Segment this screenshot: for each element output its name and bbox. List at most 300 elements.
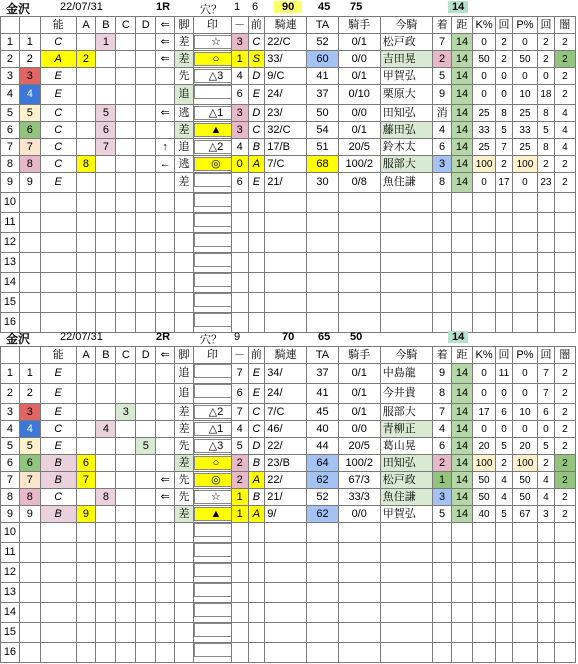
prediction-mark[interactable]: ○ (194, 52, 231, 66)
column-header: K% (473, 17, 496, 34)
dash-value: 7 (231, 364, 248, 384)
prediction-mark[interactable] (194, 293, 231, 307)
empty-cell (338, 293, 380, 313)
finish-position: 6 (433, 139, 452, 156)
prediction-mark[interactable]: △2 (194, 405, 231, 419)
col-b (96, 173, 116, 193)
jockey-combo: 34/ (265, 364, 307, 384)
empty-cell (248, 563, 265, 583)
column-header: 闇 (554, 347, 575, 364)
empty-cell (248, 213, 265, 233)
col-b (96, 85, 116, 105)
empty-cell (96, 543, 116, 563)
previous-grade: D (248, 105, 265, 122)
empty-cell (76, 233, 96, 253)
k-count: 4 (496, 472, 513, 489)
distance-value: 14 (452, 404, 473, 421)
p-percent: 0 (512, 364, 537, 384)
empty-cell (338, 253, 380, 273)
prediction-mark[interactable] (194, 213, 231, 227)
p-count: 0 (538, 421, 555, 438)
empty-cell (307, 583, 338, 603)
prediction-mark[interactable]: △2 (194, 140, 231, 154)
empty-cell (307, 603, 338, 623)
previous-grade: B (248, 489, 265, 506)
prediction-mark[interactable] (194, 543, 231, 557)
prediction-mark-cell[interactable] (193, 193, 231, 213)
col-a (76, 364, 96, 384)
prediction-mark[interactable] (194, 364, 231, 378)
table-row-empty (1, 643, 576, 663)
horse-number: 3 (1, 68, 20, 85)
dash-value: 3 (231, 34, 248, 51)
empty-cell (175, 563, 194, 583)
prediction-mark-cell[interactable] (193, 139, 231, 156)
yami-value: 4 (554, 122, 575, 139)
current-jockey: 服部大 (380, 404, 432, 421)
prediction-mark[interactable]: ○ (194, 456, 231, 470)
prediction-mark-cell[interactable] (193, 623, 231, 643)
empty-cell (307, 193, 338, 213)
prediction-mark-cell[interactable] (193, 543, 231, 563)
column-header: 騎手 (338, 347, 380, 364)
prediction-mark[interactable]: ☆ (194, 35, 231, 49)
waku-number: 2 (19, 51, 40, 68)
table-row[interactable] (1, 139, 576, 156)
empty-cell (512, 523, 537, 543)
col-b (96, 472, 116, 489)
empty-cell (538, 253, 555, 273)
jockey-stat: 0/1 (338, 34, 380, 51)
empty-cell (554, 523, 575, 543)
running-style: 差 (175, 122, 194, 139)
empty-cell (19, 233, 40, 253)
column-header: D (136, 347, 156, 364)
empty-cell (473, 643, 496, 663)
prediction-mark-cell[interactable] (193, 489, 231, 506)
table-row[interactable] (1, 384, 576, 404)
empty-cell (307, 623, 338, 643)
table-row[interactable] (1, 364, 576, 384)
horse-number: 4 (1, 85, 20, 105)
horse-number: 12 (1, 563, 20, 583)
prediction-mark-cell[interactable] (193, 506, 231, 523)
empty-cell (307, 293, 338, 313)
empty-cell (307, 523, 338, 543)
table-row[interactable] (1, 122, 576, 139)
empty-cell (307, 213, 338, 233)
prediction-mark-cell[interactable] (193, 472, 231, 489)
prediction-mark-cell[interactable] (193, 404, 231, 421)
prediction-mark[interactable]: ▲ (194, 123, 231, 137)
empty-cell (136, 543, 156, 563)
k-percent: 0 (473, 34, 496, 51)
prediction-mark[interactable] (194, 623, 231, 637)
empty-cell (40, 623, 76, 643)
finish-position: 9 (433, 364, 452, 384)
col-b (96, 455, 116, 472)
empty-cell (538, 213, 555, 233)
empty-cell (175, 293, 194, 313)
prediction-mark[interactable] (194, 233, 231, 247)
score-1: 70 (282, 331, 295, 343)
col-c (116, 34, 136, 51)
location-label: 金沢 (6, 332, 31, 346)
p-percent: 0 (512, 384, 537, 404)
empty-cell (512, 643, 537, 663)
table-row[interactable] (1, 455, 576, 472)
column-header: 着 (433, 17, 452, 34)
column-header: 今騎 (380, 17, 432, 34)
col-b: 1 (96, 34, 116, 51)
dash-value: 1 (231, 489, 248, 506)
column-header: ⇐ (156, 347, 175, 364)
running-style: 差 (175, 51, 194, 68)
empty-cell (380, 563, 432, 583)
ability-grade: C (40, 489, 76, 506)
arrow-indicator (156, 85, 175, 105)
p-percent: 0 (512, 68, 537, 85)
empty-cell (265, 623, 307, 643)
col-a (76, 105, 96, 122)
empty-cell (19, 193, 40, 213)
distance-value: 14 (452, 122, 473, 139)
k-count: 2 (496, 51, 513, 68)
col-c (116, 68, 136, 85)
empty-cell (452, 563, 473, 583)
k-percent: 50 (473, 472, 496, 489)
jockey-stat: 0/1 (338, 364, 380, 384)
prediction-mark[interactable]: ▲ (194, 507, 231, 521)
prediction-mark-cell[interactable] (193, 105, 231, 122)
table-row-empty (1, 543, 576, 563)
column-header (19, 347, 40, 364)
k-count: 2 (496, 455, 513, 472)
prediction-mark-cell[interactable] (193, 253, 231, 273)
col-c (116, 156, 136, 173)
current-jockey: 田知弘 (380, 105, 432, 122)
empty-cell (96, 193, 116, 213)
empty-cell (473, 563, 496, 583)
distance-value: 14 (452, 105, 473, 122)
prediction-mark[interactable] (194, 173, 231, 187)
empty-cell (231, 623, 248, 643)
prediction-mark-cell[interactable] (193, 421, 231, 438)
empty-cell (136, 523, 156, 543)
current-jockey: 魚住謙 (380, 173, 432, 193)
table-row-empty (1, 193, 576, 213)
yami-value: 2 (554, 51, 575, 68)
race-number: 2R (156, 331, 171, 343)
column-header (19, 17, 40, 34)
column-header: 騎連 (265, 347, 307, 364)
prediction-mark-cell[interactable] (193, 384, 231, 404)
waku-number: 1 (19, 364, 40, 384)
table-row[interactable] (1, 173, 576, 193)
prediction-mark[interactable] (194, 384, 231, 398)
jockey-combo: 23/B (265, 455, 307, 472)
k-count: 8 (496, 105, 513, 122)
k-count: 0 (496, 85, 513, 105)
race-header (0, 0, 578, 16)
empty-cell (473, 623, 496, 643)
prediction-mark-cell[interactable] (193, 51, 231, 68)
ta-value: 60 (307, 51, 338, 68)
yami-value: 2 (554, 506, 575, 523)
prediction-mark-cell[interactable] (193, 603, 231, 623)
table-header-row (1, 17, 576, 34)
prediction-mark[interactable] (194, 523, 231, 537)
empty-cell (380, 233, 432, 253)
yami-value: 2 (554, 173, 575, 193)
prediction-mark-cell[interactable] (193, 438, 231, 455)
ta-value: 64 (307, 455, 338, 472)
prediction-mark[interactable]: △3 (194, 439, 231, 453)
prediction-mark-cell[interactable] (193, 68, 231, 85)
empty-cell (231, 253, 248, 273)
score-3: 50 (350, 331, 363, 343)
prediction-mark-cell[interactable] (193, 643, 231, 663)
prediction-mark-cell[interactable] (193, 85, 231, 105)
prediction-mark[interactable] (194, 643, 231, 657)
yami-value: 2 (554, 384, 575, 404)
empty-cell (433, 523, 452, 543)
previous-grade: B (248, 139, 265, 156)
prediction-mark-cell[interactable] (193, 233, 231, 253)
column-header: A (76, 17, 96, 34)
prediction-mark[interactable] (194, 563, 231, 577)
waku-number: 9 (19, 173, 40, 193)
yami-value: 2 (554, 34, 575, 51)
col-a (76, 173, 96, 193)
empty-cell (538, 193, 555, 213)
empty-cell (433, 603, 452, 623)
dash-value: 6 (231, 85, 248, 105)
empty-cell (554, 293, 575, 313)
col-b: 7 (96, 139, 116, 156)
k-percent: 40 (473, 506, 496, 523)
jockey-stat: 0/1 (338, 68, 380, 85)
empty-cell (512, 563, 537, 583)
jockey-combo: 22/ (265, 438, 307, 455)
horse-number: 2 (1, 51, 20, 68)
k-count: 0 (496, 68, 513, 85)
empty-cell (248, 253, 265, 273)
table-row[interactable] (1, 404, 576, 421)
prediction-mark[interactable] (194, 85, 231, 99)
empty-cell (175, 623, 194, 643)
prediction-mark[interactable]: △1 (194, 422, 231, 436)
p-count: 2 (538, 455, 555, 472)
col-d (136, 51, 156, 68)
empty-cell (538, 643, 555, 663)
column-header: 能 (40, 17, 76, 34)
column-header: C (116, 347, 136, 364)
table-row[interactable] (1, 34, 576, 51)
empty-cell (40, 273, 76, 293)
prediction-mark[interactable] (194, 313, 231, 327)
table-row[interactable] (1, 421, 576, 438)
previous-grade: A (248, 156, 265, 173)
prediction-mark[interactable]: ☆ (194, 490, 231, 504)
prediction-mark[interactable]: ◎ (194, 473, 231, 487)
jockey-stat: 0/0 (338, 506, 380, 523)
column-header: 距 (452, 17, 473, 34)
empty-cell (76, 523, 96, 543)
horse-number: 13 (1, 583, 20, 603)
waku-number: 5 (19, 105, 40, 122)
race-block-2 (0, 330, 578, 663)
p-percent: 50 (512, 489, 537, 506)
empty-cell (96, 643, 116, 663)
column-header: 回 (496, 17, 513, 34)
prediction-mark[interactable]: △1 (194, 106, 231, 120)
prediction-mark[interactable] (194, 603, 231, 617)
horse-number: 8 (1, 489, 20, 506)
table-row-empty (1, 273, 576, 293)
empty-cell (452, 253, 473, 273)
k-percent: 25 (473, 139, 496, 156)
prediction-mark-cell[interactable] (193, 122, 231, 139)
empty-cell (473, 583, 496, 603)
jockey-stat: 67/3 (338, 472, 380, 489)
empty-cell (136, 563, 156, 583)
prediction-mark-cell[interactable] (193, 583, 231, 603)
yami-value: 2 (554, 68, 575, 85)
table-row[interactable] (1, 489, 576, 506)
prediction-mark-cell[interactable] (193, 213, 231, 233)
current-jockey: 青柳正 (380, 421, 432, 438)
prediction-mark-cell[interactable] (193, 364, 231, 384)
prediction-mark-cell[interactable] (193, 173, 231, 193)
empty-cell (76, 563, 96, 583)
table-row[interactable] (1, 472, 576, 489)
empty-cell (175, 523, 194, 543)
column-header: － (231, 17, 248, 34)
ta-value: 51 (307, 139, 338, 156)
table-header-row (1, 347, 576, 364)
col-d: 5 (136, 438, 156, 455)
table-row[interactable] (1, 51, 576, 68)
ta-value: 45 (307, 404, 338, 421)
empty-cell (380, 253, 432, 273)
empty-cell (538, 293, 555, 313)
col-b: 8 (96, 489, 116, 506)
prediction-mark[interactable] (194, 273, 231, 287)
prediction-mark-cell[interactable] (193, 34, 231, 51)
prediction-mark[interactable] (194, 583, 231, 597)
col-a: 9 (76, 506, 96, 523)
table-row[interactable] (1, 156, 576, 173)
p-percent: 0 (512, 173, 537, 193)
table-row[interactable] (1, 68, 576, 85)
table-row[interactable] (1, 105, 576, 122)
yami-value: 2 (554, 455, 575, 472)
empty-cell (231, 603, 248, 623)
p-percent: 50 (512, 472, 537, 489)
waku-number: 3 (19, 404, 40, 421)
running-style: 追 (175, 364, 194, 384)
empty-cell (40, 543, 76, 563)
jockey-combo: 46/ (265, 421, 307, 438)
race-date: 22/07/31 (60, 331, 103, 343)
empty-cell (473, 543, 496, 563)
col-c (116, 438, 136, 455)
horse-number: 9 (1, 506, 20, 523)
empty-cell (116, 583, 136, 603)
col-a (76, 421, 96, 438)
empty-cell (265, 273, 307, 293)
empty-cell (136, 623, 156, 643)
table-row[interactable] (1, 438, 576, 455)
empty-cell (338, 523, 380, 543)
empty-cell (473, 273, 496, 293)
empty-cell (136, 293, 156, 313)
empty-cell (231, 583, 248, 603)
prediction-mark-cell[interactable] (193, 273, 231, 293)
prediction-mark[interactable]: ◎ (194, 157, 231, 171)
p-count: 7 (538, 384, 555, 404)
prediction-mark-cell[interactable] (193, 523, 231, 543)
finish-position: 7 (433, 404, 452, 421)
empty-cell (452, 603, 473, 623)
empty-cell (512, 193, 537, 213)
column-header: P% (512, 347, 537, 364)
empty-cell (96, 253, 116, 273)
table-row[interactable] (1, 506, 576, 523)
finish-position: 6 (433, 438, 452, 455)
prediction-mark-cell[interactable] (193, 455, 231, 472)
score-1: 90 (274, 1, 302, 13)
prediction-mark-cell[interactable] (193, 293, 231, 313)
column-header: 闇 (554, 17, 575, 34)
empty-cell (96, 563, 116, 583)
empty-cell (19, 643, 40, 663)
dash-value: 6 (231, 384, 248, 404)
k-percent: 0 (473, 68, 496, 85)
p-count: 18 (538, 85, 555, 105)
table-row[interactable] (1, 85, 576, 105)
ability-grade: C (40, 122, 76, 139)
prediction-mark[interactable] (194, 253, 231, 267)
prediction-mark-cell[interactable] (193, 563, 231, 583)
empty-cell (433, 583, 452, 603)
col-b (96, 384, 116, 404)
empty-cell (338, 233, 380, 253)
empty-cell (538, 233, 555, 253)
empty-cell (136, 233, 156, 253)
p-count: 3 (538, 506, 555, 523)
prediction-mark-cell[interactable] (193, 156, 231, 173)
col-a (76, 68, 96, 85)
empty-cell (40, 193, 76, 213)
score-3: 75 (350, 1, 363, 13)
previous-grade: S (248, 51, 265, 68)
prediction-mark[interactable] (194, 193, 231, 207)
current-jockey: 栗原大 (380, 85, 432, 105)
col-a (76, 384, 96, 404)
empty-cell (380, 213, 432, 233)
distance-value: 14 (452, 364, 473, 384)
empty-cell (96, 213, 116, 233)
p-count: 7 (538, 364, 555, 384)
empty-cell (265, 563, 307, 583)
col-a (76, 404, 96, 421)
current-jockey: 田知弘 (380, 455, 432, 472)
col-d (136, 489, 156, 506)
empty-cell (231, 563, 248, 583)
prediction-mark[interactable]: △3 (194, 69, 231, 83)
